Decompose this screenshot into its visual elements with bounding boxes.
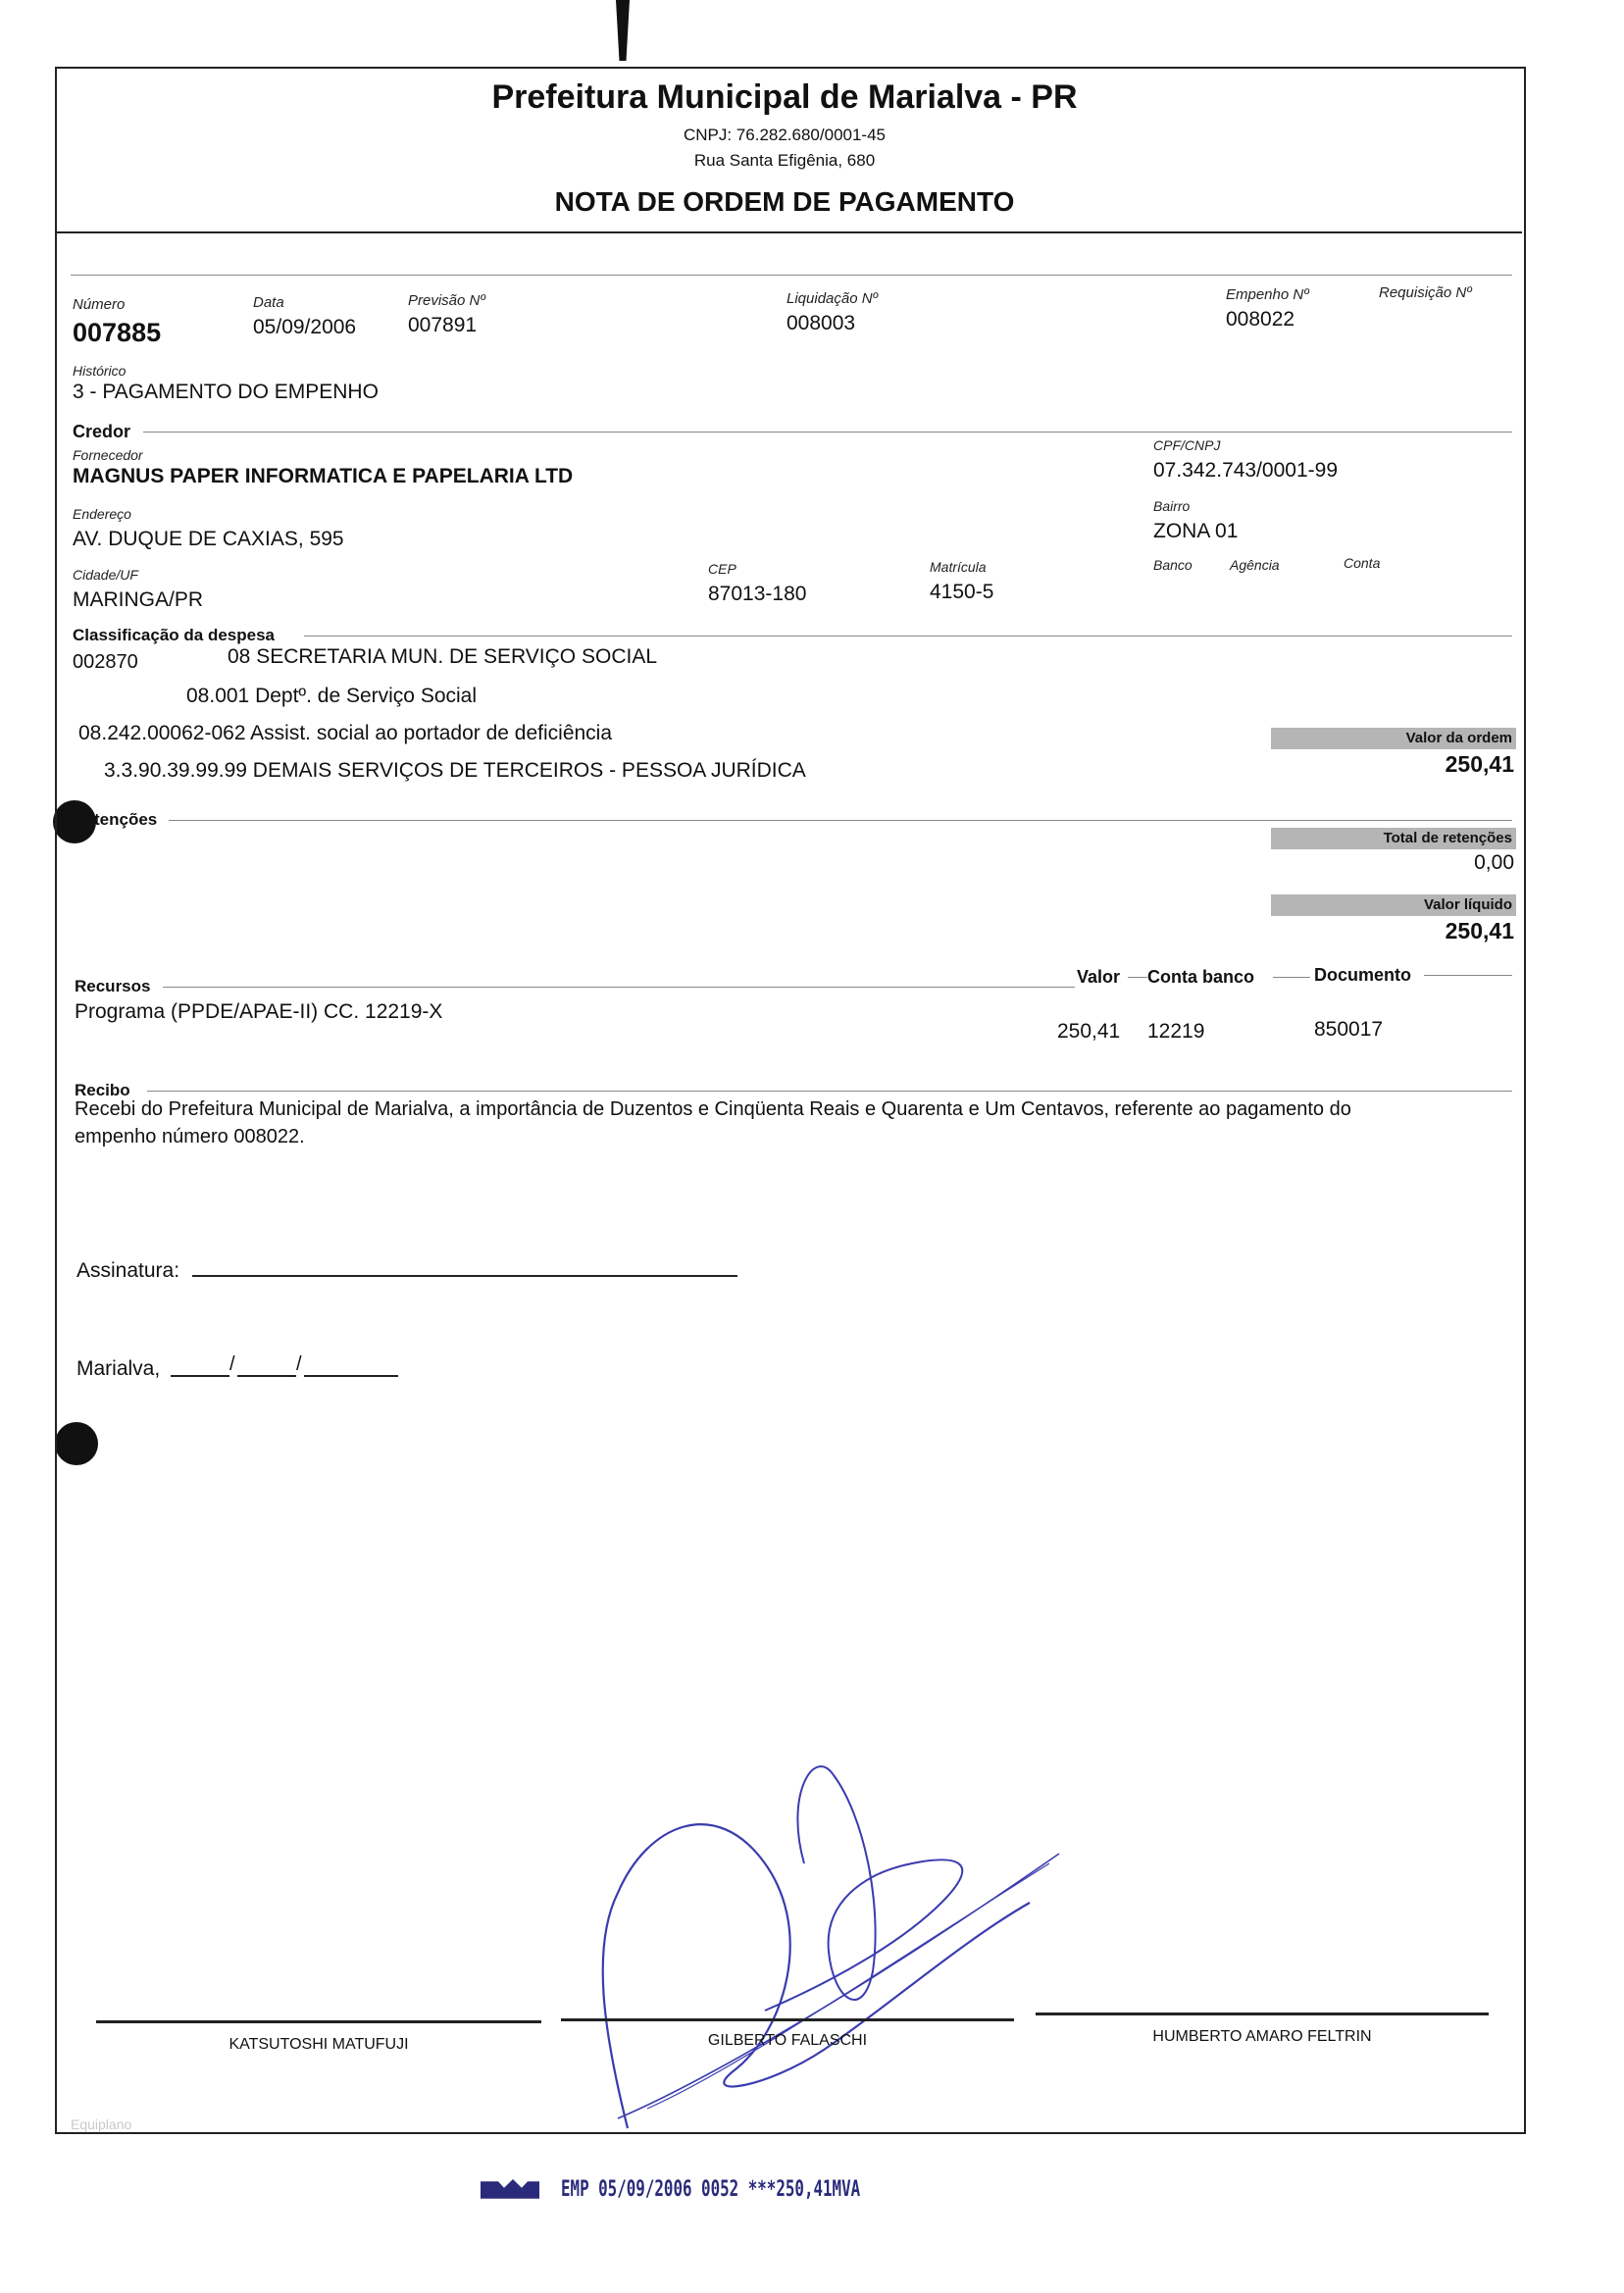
total-retencoes-bar: [1271, 828, 1516, 849]
orgao-line: 08 SECRETARIA MUN. DE SERVIÇO SOCIAL: [228, 645, 658, 668]
handwritten-signature: [588, 1756, 1079, 2148]
header-cnpj: CNPJ: 76.282.680/0001-45: [683, 126, 887, 144]
date-slash-1: /: [229, 1353, 235, 1375]
signature-line-2: [561, 2018, 1014, 2021]
endereco-label: Endereço: [73, 506, 131, 522]
natureza-line: 3.3.90.39.99.99 DEMAIS SERVIÇOS DE TERCEIROS - PESSOA JURÍDICA: [104, 759, 806, 782]
classificacao-section: Classificação da despesa: [73, 626, 276, 644]
credor-line: [143, 432, 1512, 433]
numero-value: 007885: [73, 318, 162, 347]
recursos-line-2: [1128, 977, 1147, 978]
date-blank-month[interactable]: [237, 1375, 296, 1377]
fornecedor-value: MAGNUS PAPER INFORMATICA E PAPELARIA LTD: [73, 465, 574, 487]
historico-label: Histórico: [73, 363, 127, 379]
total-retencoes-value: 0,00: [1474, 851, 1514, 874]
fornecedor-label: Fornecedor: [73, 447, 143, 463]
bairro-label: Bairro: [1153, 498, 1191, 514]
assinatura-label: Assinatura:: [76, 1259, 180, 1282]
previsao-label: Previsão Nº: [408, 292, 485, 309]
data-label: Data: [253, 294, 284, 311]
valor-ordem-label: Valor da ordem: [1405, 730, 1512, 746]
recursos-documento-label: Documento: [1314, 965, 1411, 985]
retencoes-line: [169, 820, 1512, 821]
data-value: 05/09/2006: [253, 316, 357, 338]
conta-label: Conta: [1344, 555, 1381, 571]
signature-line-1: [96, 2020, 541, 2023]
liquidacao-value: 008003: [787, 312, 856, 334]
recursos-valor: 250,41: [1057, 1020, 1121, 1043]
cpf-value: 07.342.743/0001-99: [1153, 459, 1339, 482]
scan-mark: [616, 0, 630, 61]
bairro-value: ZONA 01: [1153, 520, 1239, 542]
classificacao-code: 002870: [73, 651, 138, 673]
signatory-1: KATSUTOSHI MATUFUJI: [228, 2036, 409, 2053]
previsao-value: 007891: [408, 314, 478, 336]
recursos-line-3: [1273, 977, 1310, 978]
recibo-section: Recibo: [75, 1081, 130, 1099]
empenho-value: 008022: [1226, 308, 1295, 331]
requisicao-label: Requisição Nº: [1379, 284, 1472, 301]
recibo-line: [147, 1091, 1512, 1092]
page-title: Prefeitura Municipal de Marialva - PR: [491, 78, 1078, 116]
endereco-value: AV. DUQUE DE CAXIAS, 595: [73, 528, 344, 550]
ident-top-line: [71, 275, 1512, 276]
unidade-line: 08.001 Deptº. de Serviço Social: [186, 685, 478, 707]
cep-value: 87013-180: [708, 583, 807, 605]
numero-label: Número: [73, 296, 126, 313]
date-blank-day[interactable]: [171, 1375, 229, 1377]
bank-stamp-text: EMP 05/09/2006 0052 ***250,41MVA: [561, 2177, 861, 2202]
recursos-line: [163, 987, 1075, 988]
date-blank-year[interactable]: [304, 1375, 398, 1377]
valor-ordem-value: 250,41: [1445, 751, 1514, 777]
matricula-label: Matrícula: [930, 559, 987, 575]
cpf-label: CPF/CNPJ: [1153, 437, 1221, 453]
matricula-value: 4150-5: [930, 581, 994, 603]
cidade-label: Cidade/UF: [73, 567, 138, 583]
agencia-label: Agência: [1230, 557, 1280, 573]
recursos-conta: 12219: [1147, 1020, 1205, 1043]
recibo-text-2: empenho número 008022.: [75, 1126, 305, 1147]
empenho-label: Empenho Nº: [1226, 286, 1309, 303]
recursos-documento: 850017: [1314, 1018, 1384, 1041]
date-slash-2: /: [296, 1353, 302, 1375]
recursos-section: Recursos: [75, 977, 151, 995]
recursos-line-4: [1424, 975, 1512, 976]
recibo-text-1: Recebi do Prefeitura Municipal de Marialva, a importância de Duzentos e Cinqüenta Reais e Quarenta e Um Centavos, referente ao pagamento do: [75, 1098, 1351, 1120]
document-title: NOTA DE ORDEM DE PAGAMENTO: [554, 186, 1015, 217]
assinatura-line[interactable]: [192, 1275, 737, 1277]
header-address: Rua Santa Efigênia, 680: [693, 151, 876, 170]
recursos-valor-label: Valor: [1077, 967, 1121, 987]
signatory-3: HUMBERTO AMARO FELTRIN: [1152, 2028, 1372, 2045]
total-retencoes-label: Total de retenções: [1383, 830, 1512, 846]
cep-label: CEP: [708, 561, 736, 577]
retencoes-section: tenções: [94, 810, 158, 829]
local-label: Marialva,: [76, 1357, 161, 1380]
liquidacao-label: Liquidação Nº: [787, 290, 879, 307]
programa-value: Programa (PPDE/APAE-II) CC. 12219-X: [75, 1000, 443, 1023]
signature-line-3: [1036, 2013, 1489, 2015]
bank-stamp-logo: [481, 2179, 539, 2201]
funcional-line: 08.242.00062-062 Assist. social ao portador de deficiência: [78, 722, 613, 744]
valor-liquido-label: Valor líquido: [1423, 896, 1512, 913]
classificacao-line: [304, 636, 1512, 637]
signatory-2: GILBERTO FALASCHI: [707, 2032, 868, 2049]
valor-liquido-bar: [1271, 894, 1516, 916]
valor-liquido-value: 250,41: [1445, 918, 1514, 943]
cidade-value: MARINGA/PR: [73, 588, 204, 611]
banco-label: Banco: [1153, 557, 1193, 573]
software-watermark: Equiplano: [71, 2116, 132, 2132]
historico-value: 3 - PAGAMENTO DO EMPENHO: [73, 381, 379, 403]
valor-ordem-bar: [1271, 728, 1516, 749]
credor-section: Credor: [73, 422, 131, 441]
recursos-conta-label: Conta banco: [1147, 967, 1255, 987]
header-divider: [57, 231, 1522, 233]
